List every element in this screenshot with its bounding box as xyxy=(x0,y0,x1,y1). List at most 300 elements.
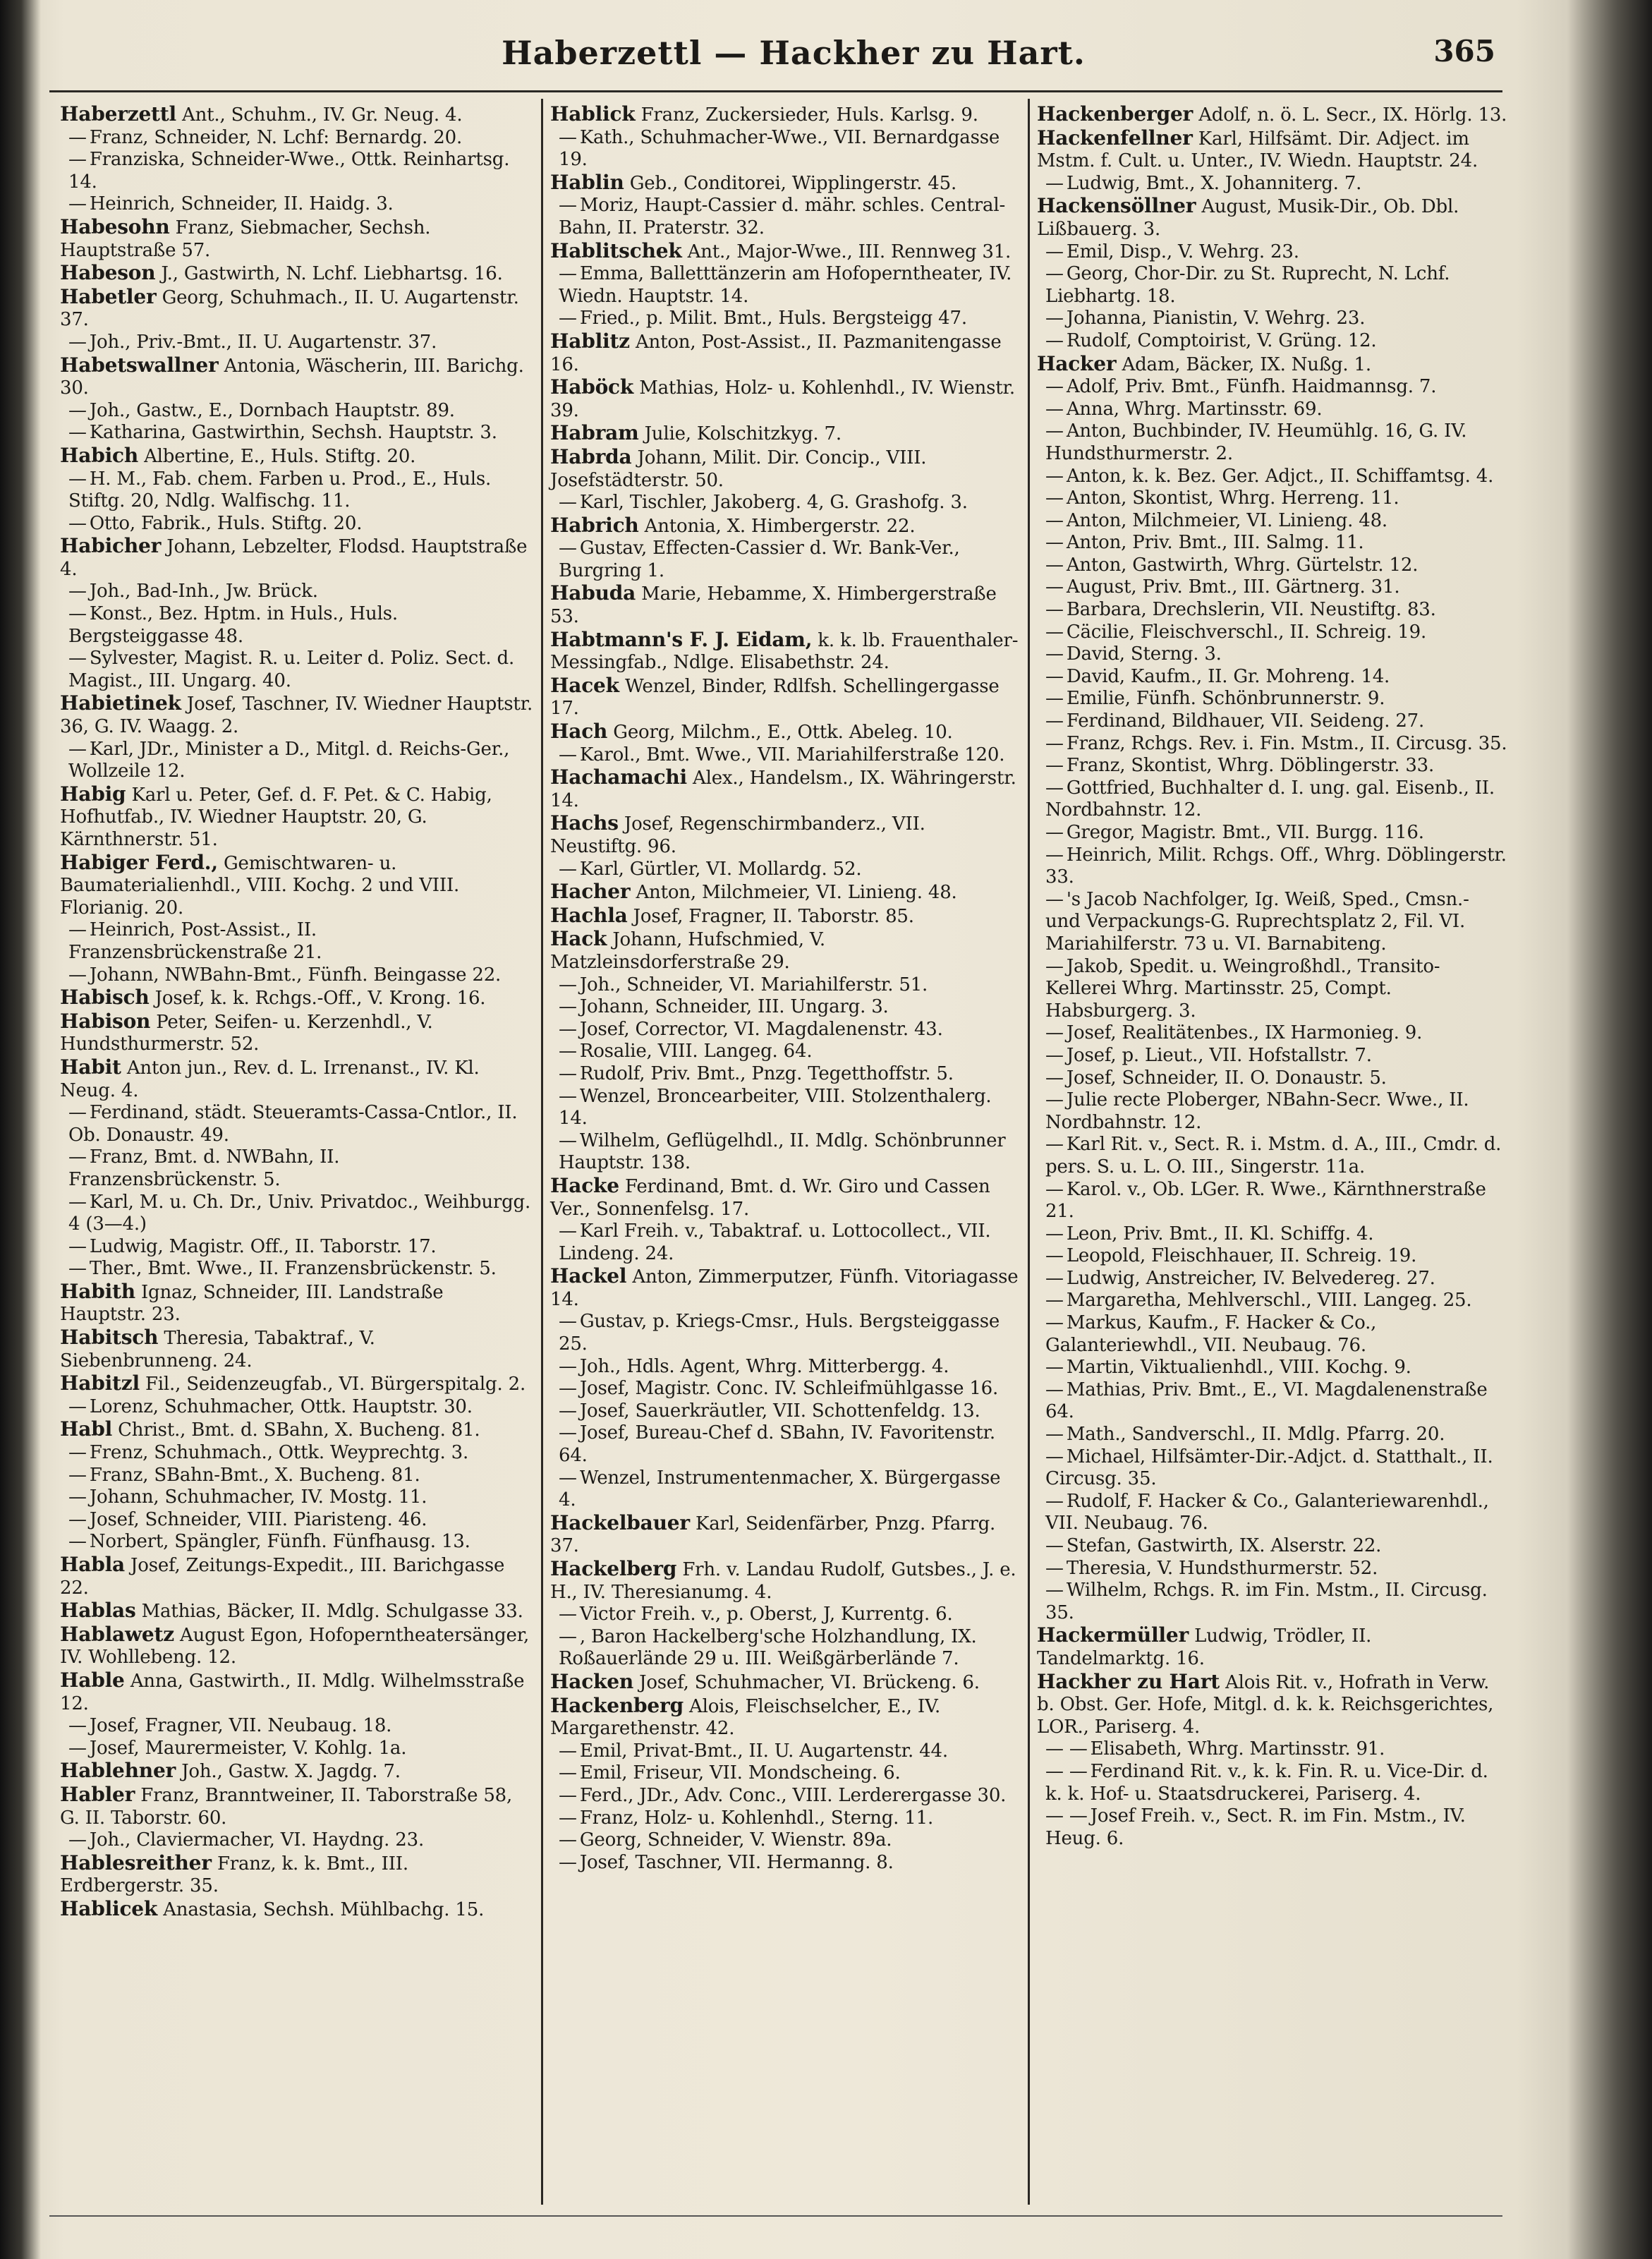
entry-repeat-dash: — xyxy=(68,1102,87,1124)
entry-details: Wilhelm, Rchgs. R. im Fin. Mstm., II. Circusg. 35. xyxy=(1045,1580,1488,1623)
directory-entry xyxy=(60,1760,534,1783)
entry-details: Josef, Realitätenbes., IX Harmonieg. 9. xyxy=(1066,1022,1423,1044)
entry-surname: Habl xyxy=(60,1417,113,1441)
entry-repeat-dash: — xyxy=(559,1018,577,1040)
entry-details: Frh. v. Landau Rudolf, Gutsbes., J. e. H., IV. Theresianumg. 4. xyxy=(550,1559,1016,1603)
entry-surname: Hablitschek xyxy=(550,238,682,262)
entry-surname: Hach xyxy=(550,720,608,744)
entry-repeat-dash: — xyxy=(559,1762,577,1784)
entry-details: Ludwig, Magistr. Off., II. Taborstr. 17. xyxy=(89,1235,437,1257)
directory-entry xyxy=(550,308,1021,330)
entry-repeat-dash: — xyxy=(559,195,577,217)
entry-surname: Hablick xyxy=(550,102,636,126)
directory-entry xyxy=(1037,822,1507,844)
entry-details: Anton, Milchmeier, VI. Linieng. 48. xyxy=(1066,509,1387,531)
entry-details: David, Kaufm., II. Gr. Mohreng. 14. xyxy=(1066,665,1390,687)
directory-entry xyxy=(1037,1223,1507,1246)
entry-details: Alex., Handelsm., IX. Währingerstr. 14. xyxy=(550,768,1016,811)
directory-entry xyxy=(1037,308,1507,330)
directory-entry xyxy=(550,1378,1021,1400)
entry-repeat-dash: — — xyxy=(1045,1760,1088,1782)
entry-repeat-dash: — xyxy=(68,1508,87,1530)
entry-repeat-dash: — xyxy=(68,193,87,215)
directory-entry xyxy=(60,400,534,423)
entry-surname: Hackher zu Hart xyxy=(1037,1669,1220,1693)
entry-repeat-dash: — xyxy=(1045,1089,1064,1111)
directory-entry xyxy=(1037,195,1507,241)
entry-surname: Hachamachi xyxy=(550,765,687,789)
directory-entry xyxy=(60,1102,534,1146)
directory-entry xyxy=(1037,420,1507,465)
entry-details: Heinrich, Schneider, II. Haidg. 3. xyxy=(89,193,394,215)
directory-entry xyxy=(60,919,534,964)
entry-repeat-dash: — xyxy=(559,1062,577,1084)
directory-entry xyxy=(60,1554,534,1599)
entry-surname: Habesohn xyxy=(60,214,170,238)
entry-details: Josef Freih. v., Sect. R. im Fin. Mstm., IV. Heug. 6. xyxy=(1045,1805,1466,1849)
entry-details: J., Gastwirth, N. Lchf. Liebhartsg. 16. xyxy=(161,263,503,285)
entry-details: Karl Freih. v., Tabaktraf. u. Lottocollect., VII. Lindeng. 24. xyxy=(559,1221,991,1264)
directory-entry xyxy=(60,444,534,468)
entry-repeat-dash: — xyxy=(1045,1044,1064,1066)
entry-details: Adolf, n. ö. L. Secr., IX. Hörlg. 13. xyxy=(1198,104,1507,126)
directory-entry xyxy=(1037,1067,1507,1090)
directory-entry xyxy=(60,1418,534,1442)
entry-repeat-dash: — xyxy=(1045,487,1064,509)
entry-repeat-dash: — xyxy=(559,1807,577,1829)
entry-details: Ther., Bmt. Wwe., II. Franzensbrückenstr. 5. xyxy=(89,1258,497,1280)
entry-repeat-dash: — xyxy=(1045,263,1064,285)
entry-details: Johann, Milit. Dir. Concip., VIII. Josefstädterstr. 50. xyxy=(550,447,927,491)
entry-repeat-dash: — xyxy=(559,1784,577,1806)
entry-surname: Habuda xyxy=(550,581,636,605)
entry-details: Ferdinand, städt. Steueramts-Cassa-Cntlor., II. Ob. Donaustr. 49. xyxy=(68,1102,518,1146)
entry-repeat-dash: — xyxy=(1045,465,1064,487)
entry-details: Michael, Hilfsämter-Dir.-Adjct. d. Statthalt., II. Circusg. 35. xyxy=(1045,1446,1493,1490)
entry-repeat-dash: — xyxy=(68,964,87,986)
directory-entry xyxy=(1037,1738,1507,1761)
entry-repeat-dash: — xyxy=(559,1467,577,1489)
column-3 xyxy=(1028,99,1513,2205)
directory-entry xyxy=(1037,173,1507,195)
entry-repeat-dash: — xyxy=(68,399,87,421)
directory-entry xyxy=(60,1852,534,1898)
entry-surname: Habler xyxy=(60,1782,135,1806)
entry-repeat-dash: — xyxy=(559,1221,577,1242)
entry-details: Fil., Seidenzeugfab., VI. Bürgerspitalg. 2. xyxy=(145,1374,526,1395)
entry-surname: Habicher xyxy=(60,534,162,558)
entry-repeat-dash: — xyxy=(559,308,577,329)
directory-entry xyxy=(60,1236,534,1259)
entry-details: Anton, Milchmeier, VI. Linieng. 48. xyxy=(636,882,957,904)
entry-surname: Hablawetz xyxy=(60,1622,174,1646)
directory-entry xyxy=(1037,1134,1507,1178)
entry-details: Anna, Whrg. Martinsstr. 69. xyxy=(1066,398,1323,420)
directory-entry xyxy=(1037,127,1507,173)
entry-repeat-dash: — xyxy=(1045,1580,1064,1601)
directory-entry xyxy=(1037,376,1507,399)
entry-details: Franziska, Schneider-Wwe., Ottk. Reinhartsg. 14. xyxy=(68,149,510,193)
directory-entry xyxy=(60,1372,534,1396)
entry-repeat-dash: — xyxy=(68,331,87,353)
entry-repeat-dash: — xyxy=(68,1258,87,1280)
directory-entry xyxy=(550,538,1021,582)
entry-repeat-dash: — xyxy=(1045,509,1064,531)
entry-details: Ferdinand Rit. v., k. k. Fin. R. u. Vice-Dir. d. k. k. Hof- u. Staatsdruckerei, Pariserg. 4. xyxy=(1045,1760,1488,1805)
directory-entry xyxy=(550,720,1021,744)
directory-entry xyxy=(60,1056,534,1102)
entry-details: Theresia, V. Hundsthurmerstr. 52. xyxy=(1066,1557,1378,1579)
entry-details: Ludwig, Anstreicher, IV. Belvedereg. 27. xyxy=(1066,1267,1435,1289)
entry-details: August, Musik-Dir., Ob. Dbl. Lißbauerg. 3. xyxy=(1037,196,1459,240)
entry-details: Gustav, p. Kriegs-Cmsr., Huls. Bergsteiggasse 25. xyxy=(559,1311,1000,1355)
header-rule xyxy=(49,90,1502,92)
entry-repeat-dash: — xyxy=(1045,1067,1064,1089)
directory-entry xyxy=(60,852,534,920)
entry-details: Johann, NWBahn-Bmt., Fünfh. Beingasse 22. xyxy=(89,964,502,986)
entry-details: Anton, Buchbinder, IV. Heumühlg. 16, G. IV. Hundsthurmerstr. 2. xyxy=(1045,420,1467,464)
directory-entry xyxy=(60,332,534,354)
entry-details: Josef, Fragner, II. Taborstr. 85. xyxy=(633,905,914,927)
entry-details: Katharina, Gastwirthin, Sechsh. Hauptstr. 3. xyxy=(89,422,497,444)
entry-surname: Habram xyxy=(550,421,639,445)
entry-details: Mathias, Holz- u. Kohlenhdl., IV. Wienstr. 39. xyxy=(550,377,1015,421)
entry-repeat-dash: — xyxy=(68,581,87,602)
directory-entry xyxy=(1037,666,1507,689)
directory-entry xyxy=(1037,1245,1507,1268)
directory-entry xyxy=(550,422,1021,446)
entry-surname: Hackelberg xyxy=(550,1557,677,1580)
entry-repeat-dash: — xyxy=(1045,1312,1064,1334)
entry-repeat-dash: — xyxy=(1045,1379,1064,1400)
directory-entry xyxy=(550,240,1021,264)
entry-details: Stefan, Gastwirth, IX. Alserstr. 22. xyxy=(1066,1535,1382,1556)
entry-details: Franz, Schneider, N. Lchf: Bernardg. 20. xyxy=(89,126,463,148)
entry-details: Josef, Fragner, VII. Neubaug. 18. xyxy=(89,1715,392,1737)
directory-entry xyxy=(1037,956,1507,1023)
entry-details: Joh., Priv.-Bmt., II. U. Augartenstr. 37. xyxy=(89,331,437,353)
entry-details: Lorenz, Schuhmacher, Ottk. Hauptstr. 30. xyxy=(89,1395,473,1417)
entry-repeat-dash: — xyxy=(559,1355,577,1377)
directory-entry xyxy=(550,171,1021,195)
directory-entry xyxy=(60,1258,534,1280)
entry-surname: Habetswallner xyxy=(60,353,219,377)
entry-repeat-dash: — xyxy=(1045,1424,1064,1446)
entry-details: Josef, Bureau-Chef d. SBahn, IV. Favoritenstr. 64. xyxy=(559,1422,995,1467)
entry-surname: Hacek xyxy=(550,673,619,697)
entry-details: Christ., Bmt. d. SBahn, X. Bucheng. 81. xyxy=(118,1419,480,1441)
entry-details: August Egon, Hofoperntheatersänger, IV. Wohllebeng. 12. xyxy=(60,1624,530,1668)
directory-entry xyxy=(60,1898,534,1922)
entry-details: Gregor, Magistr. Bmt., VII. Burgg. 116. xyxy=(1066,822,1424,843)
entry-repeat-dash: — xyxy=(1045,1557,1064,1579)
entry-surname: Haböck xyxy=(550,375,634,399)
entry-repeat-dash: — xyxy=(1045,621,1064,643)
entry-repeat-dash: — xyxy=(559,492,577,514)
entry-details: Georg, Schneider, V. Wienstr. 89a. xyxy=(579,1829,892,1851)
directory-entry xyxy=(1037,1671,1507,1739)
entry-repeat-dash: — xyxy=(559,538,577,559)
entry-details: Josef, k. k. Rchgs.-Off., V. Krong. 16. xyxy=(154,988,486,1010)
entry-repeat-dash: — xyxy=(68,919,87,941)
entry-details: Victor Freih. v., p. Oberst, J, Kurrentg. 6. xyxy=(579,1604,953,1625)
entry-details: Josef, Schneider, VIII. Piaristeng. 46. xyxy=(89,1508,427,1530)
entry-details: Adam, Bäcker, IX. Nußg. 1. xyxy=(1122,353,1371,375)
directory-entry xyxy=(550,629,1021,674)
entry-repeat-dash: — xyxy=(559,263,577,285)
entry-details: Anton, Priv. Bmt., III. Salmg. 11. xyxy=(1066,532,1364,554)
entry-details: Anton, Zimmerputzer, Fünfh. Vitoriagasse 14. xyxy=(550,1266,1019,1310)
entry-details: Anton, Gastwirth, Whrg. Gürtelstr. 12. xyxy=(1066,554,1419,576)
entry-repeat-dash: — xyxy=(68,1442,87,1464)
entry-repeat-dash: — xyxy=(68,422,87,444)
entry-details: Franz, Bmt. d. NWBahn, II. Franzensbrückenstr. 5. xyxy=(68,1146,340,1190)
entry-repeat-dash: — — xyxy=(1045,1805,1088,1827)
entry-details: August, Priv. Bmt., III. Gärtnerg. 31. xyxy=(1066,576,1400,598)
entry-repeat-dash: — xyxy=(1045,1446,1064,1467)
entry-details: Anna, Gastwirth., II. Mdlg. Wilhelmsstraße 12. xyxy=(60,1670,525,1714)
directory-entry xyxy=(60,1192,534,1236)
entry-details: Joh., Bad-Inh., Jw. Brück. xyxy=(89,581,318,602)
entry-details: Georg, Milchm., E., Ottk. Abeleg. 10. xyxy=(613,722,953,744)
directory-entry xyxy=(1037,755,1507,777)
directory-entry xyxy=(60,1326,534,1372)
entry-repeat-dash: — xyxy=(1045,688,1064,710)
directory-entry xyxy=(550,904,1021,928)
directory-entry xyxy=(550,996,1021,1019)
entry-details: Karl, JDr., Minister a D., Mitgl. d. Reichs-Ger., Wollzeile 12. xyxy=(68,738,510,782)
entry-surname: Hackermüller xyxy=(1037,1623,1189,1647)
entry-repeat-dash: — xyxy=(68,603,87,625)
directory-entry xyxy=(1037,510,1507,533)
entry-details: Jakob, Spedit. u. Weingroßhdl., Transito-Kellerei Whrg. Martinsstr. 25, Compt. Habsburgerg. 3. xyxy=(1045,955,1440,1022)
entry-repeat-dash: — xyxy=(68,126,87,148)
entry-repeat-dash: — — xyxy=(1045,1738,1088,1760)
entry-repeat-dash: — xyxy=(559,1130,577,1151)
entry-surname: Habit xyxy=(60,1055,121,1079)
directory-entry xyxy=(60,262,534,286)
directory-entry xyxy=(550,1558,1021,1604)
entry-details: Cäcilie, Fleischverschl., II. Schreig. 19. xyxy=(1066,621,1427,643)
directory-entry xyxy=(60,1738,534,1760)
entry-repeat-dash: — xyxy=(1045,888,1064,910)
directory-entry xyxy=(60,581,534,603)
entry-details: Johann, Schuhmacher, IV. Mostg. 11. xyxy=(89,1486,427,1508)
entry-repeat-dash: — xyxy=(1045,844,1064,866)
entry-surname: Haberzettl xyxy=(60,102,176,126)
entry-repeat-dash: — xyxy=(1045,398,1064,420)
entry-repeat-dash: — xyxy=(559,996,577,1018)
directory-entry xyxy=(1037,1045,1507,1067)
entry-surname: Habisch xyxy=(60,986,150,1010)
entry-details: Josef, Corrector, VI. Magdalenenstr. 43. xyxy=(579,1018,943,1040)
entry-surname: Habeson xyxy=(60,261,156,285)
entry-details: Josef, Sauerkräutler, VII. Schottenfeldg. 13. xyxy=(579,1400,980,1422)
directory-entry xyxy=(1037,1379,1507,1424)
entry-details: Leopold, Fleischhauer, II. Schreig. 19. xyxy=(1066,1245,1417,1267)
entry-repeat-dash: — xyxy=(1045,1535,1064,1556)
entry-surname: Habison xyxy=(60,1009,151,1033)
entry-details: Johanna, Pianistin, V. Wehrg. 23. xyxy=(1066,308,1366,329)
directory-entry xyxy=(60,1509,534,1532)
entry-details: Ant., Major-Wwe., III. Rennweg 31. xyxy=(687,241,1012,262)
entry-details: Heinrich, Milit. Rchgs. Off., Whrg. Döblingerstr. 33. xyxy=(1045,844,1507,888)
entry-surname: Habtmann's F. J. Eidam, xyxy=(550,627,813,651)
entry-repeat-dash: — xyxy=(68,1464,87,1486)
directory-entry xyxy=(1037,1558,1507,1580)
entry-details: Margaretha, Mehlverschl., VIII. Langeg. 25. xyxy=(1066,1290,1472,1312)
directory-entry xyxy=(60,468,534,513)
directory-entry xyxy=(1037,1761,1507,1805)
directory-entry xyxy=(1037,1446,1507,1491)
entry-repeat-dash: — xyxy=(68,1235,87,1257)
entry-details: Johann, Hufschmied, V. Matzleinsdorferstraße 29. xyxy=(550,929,825,973)
directory-entry xyxy=(550,880,1021,904)
directory-entry xyxy=(60,1829,534,1852)
entry-details: Theresia, Tabaktraf., V. Siebenbrunneng. 24. xyxy=(60,1328,375,1371)
entry-details: Karl u. Peter, Gef. d. F. Pet. & C. Habig, Hofhutfab., IV. Wiedner Hauptstr. 20, G. Kärnthnerstr. 51. xyxy=(60,784,492,850)
entry-surname: Hackenberger xyxy=(1037,102,1194,126)
directory-entry xyxy=(1037,599,1507,622)
directory-entry xyxy=(1037,710,1507,733)
entry-surname: Hacken xyxy=(550,1669,634,1693)
entry-details: Karl Rit. v., Sect. R. i. Mstm. d. A., III., Cmdr. d. pers. S. u. L. O. III., Singerstr. 11a. xyxy=(1045,1134,1502,1177)
entry-details: Moriz, Haupt-Cassier d. mähr. schles. Central-Bahn, II. Praterstr. 32. xyxy=(559,195,1006,238)
entry-details: Georg, Chor-Dir. zu St. Ruprecht, N. Lchf. Liebhartg. 18. xyxy=(1045,263,1450,307)
page-right-shadow xyxy=(1567,0,1652,2259)
entry-details: Josef, Taschner, IV. Wiedner Hauptstr. 36, G. IV. Waagg. 2. xyxy=(60,694,533,738)
directory-entry xyxy=(550,1467,1021,1512)
directory-entry xyxy=(1037,1805,1507,1850)
entry-repeat-dash: — xyxy=(559,858,577,880)
entry-details: Barbara, Drechslerin, VII. Neustiftg. 83. xyxy=(1066,599,1436,621)
entry-repeat-dash: — xyxy=(1045,1490,1064,1512)
directory-entry xyxy=(550,514,1021,538)
entry-surname: Habiger Ferd., xyxy=(60,850,218,874)
directory-entry xyxy=(60,648,534,692)
entry-details: Karol., Bmt. Wwe., VII. Mariahilferstraße 120. xyxy=(579,744,1005,765)
entry-details: Karl, Seidenfärber, Pnzg. Pfarrg. 37. xyxy=(550,1513,996,1557)
entry-details: Karol. v., Ob. LGer. R. Wwe., Kärnthnerstraße 21. xyxy=(1045,1178,1486,1223)
entry-details: Martin, Viktualienhdl., VIII. Kochg. 9. xyxy=(1066,1357,1411,1379)
entry-repeat-dash: — xyxy=(68,738,87,760)
directory-entry xyxy=(550,1422,1021,1467)
entry-details: Josef, Maurermeister, V. Kohlg. 1a. xyxy=(89,1737,407,1759)
entry-details: Julie, Kolschitzkyg. 7. xyxy=(644,423,842,445)
entry-details: Elisabeth, Whrg. Martinsstr. 91. xyxy=(1090,1738,1385,1760)
entry-repeat-dash: — xyxy=(559,1851,577,1873)
entry-details: Karl, Hilfsämt. Dir. Adject. im Mstm. f. Cult. u. Unter., IV. Wiedn. Hauptstr. 24. xyxy=(1037,128,1478,172)
directory-entry xyxy=(550,103,1021,127)
directory-entry xyxy=(550,582,1021,628)
entry-repeat-dash: — xyxy=(559,1085,577,1107)
entry-details: Markus, Kaufm., F. Hacker & Co., Galanteriewhdl., VII. Neubaug. 76. xyxy=(1045,1312,1377,1356)
directory-entry xyxy=(550,1175,1021,1221)
directory-entry xyxy=(1037,399,1507,421)
directory-entry xyxy=(550,974,1021,997)
directory-entry xyxy=(1037,576,1507,599)
directory-entry xyxy=(60,783,534,852)
entry-repeat-dash: — xyxy=(1045,1178,1064,1200)
entry-surname: Hablitz xyxy=(550,329,630,353)
directory-entry xyxy=(60,603,534,648)
entry-details: Karl, M. u. Ch. Dr., Univ. Privatdoc., Weihburgg. 4 (3—4.) xyxy=(68,1191,531,1235)
entry-details: Peter, Seifen- u. Kerzenhdl., V. Hundsthurmerstr. 52. xyxy=(60,1011,433,1055)
entry-details: Anton, Post-Assist., II. Pazmanitengasse 16. xyxy=(550,331,1002,375)
directory-entry xyxy=(60,216,534,262)
entry-surname: Hackenfellner xyxy=(1037,126,1193,150)
directory-entry xyxy=(60,1599,534,1623)
entry-repeat-dash: — xyxy=(1045,329,1064,351)
entry-details: Karl, Gürtler, VI. Mollardg. 52. xyxy=(579,858,862,880)
directory-entry xyxy=(60,1280,534,1326)
entry-repeat-dash: — xyxy=(559,1829,577,1851)
directory-entry xyxy=(550,1311,1021,1355)
bottom-rule xyxy=(49,2215,1502,2217)
entry-repeat-dash: — xyxy=(68,468,87,490)
directory-entry xyxy=(60,1146,534,1191)
entry-details: Franz, Skontist, Whrg. Döblingerstr. 33. xyxy=(1066,755,1435,777)
directory-entry xyxy=(60,964,534,987)
directory-entry xyxy=(60,1396,534,1419)
directory-entry xyxy=(60,193,534,216)
entry-repeat-dash: — xyxy=(559,1400,577,1422)
directory-entry xyxy=(550,674,1021,720)
entry-details: Wenzel, Instrumentenmacher, X. Bürgergasse 4. xyxy=(559,1467,1001,1511)
entry-details: Sylvester, Magist. R. u. Leiter d. Poliz. Sect. d. Magist., III. Ungarg. 40. xyxy=(68,648,515,691)
entry-details: Georg, Schuhmach., II. U. Augartenstr. 37. xyxy=(60,286,519,331)
entry-details: Geb., Conditorei, Wipplingerstr. 45. xyxy=(629,172,957,194)
entry-details: Frenz, Schuhmach., Ottk. Weyprechtg. 3. xyxy=(89,1442,469,1464)
entry-repeat-dash: — xyxy=(68,1146,87,1168)
entry-surname: Hackenberg xyxy=(550,1693,684,1717)
directory-entry xyxy=(550,1852,1021,1875)
directory-entry xyxy=(1037,1312,1507,1357)
entry-details: Emma, Balletttänzerin am Hofoperntheater, IV. Wiedn. Hauptstr. 14. xyxy=(559,263,1012,307)
entry-details: Josef, Schneider, II. O. Donaustr. 5. xyxy=(1066,1067,1387,1089)
entry-surname: Habietinek xyxy=(60,691,181,715)
entry-details: Johann, Schneider, III. Ungarg. 3. xyxy=(579,996,889,1018)
entry-surname: Habith xyxy=(60,1279,135,1303)
directory-entry xyxy=(550,766,1021,812)
entry-details: Anastasia, Sechsh. Mühlbachg. 15. xyxy=(163,1898,485,1920)
directory-entry xyxy=(60,739,534,783)
directory-entry xyxy=(1037,622,1507,644)
entry-repeat-dash: — xyxy=(68,149,87,171)
directory-entry xyxy=(1037,1290,1507,1312)
directory-entry xyxy=(550,812,1021,858)
directory-entry xyxy=(60,1531,534,1554)
directory-entry xyxy=(1037,241,1507,264)
directory-entry xyxy=(550,195,1021,239)
entry-details: Gustav, Effecten-Cassier d. Wr. Bank-Ver., Burgring 1. xyxy=(559,538,960,581)
entry-repeat-dash: — xyxy=(68,1531,87,1553)
directory-entry xyxy=(1037,353,1507,377)
entry-details: , Baron Hackelberg'sche Holzhandlung, IX. Roßauerlände 29 u. III. Weißgärberlände 7. xyxy=(559,1625,977,1670)
entry-surname: Habich xyxy=(60,443,139,467)
entry-details: Johann, Lebzelter, Flodsd. Hauptstraße 4. xyxy=(60,536,528,580)
entry-details: Ludwig, Trödler, II. Tandelmarktg. 16. xyxy=(1037,1625,1372,1669)
entry-details: Albertine, E., Huls. Stiftg. 20. xyxy=(144,445,416,467)
directory-entry xyxy=(550,859,1021,881)
entry-details: k. k. lb. Frauenthaler-Messingfab., Ndlge. Elisabethstr. 24. xyxy=(550,629,1019,674)
directory-entry xyxy=(60,422,534,444)
entry-surname: Hacke xyxy=(550,1173,619,1197)
entry-surname: Hackensöllner xyxy=(1037,194,1196,218)
entry-details: Josef, Schuhmacher, VI. Brückeng. 6. xyxy=(639,1671,980,1693)
directory-entry xyxy=(550,330,1021,376)
directory-entry xyxy=(1037,103,1507,127)
